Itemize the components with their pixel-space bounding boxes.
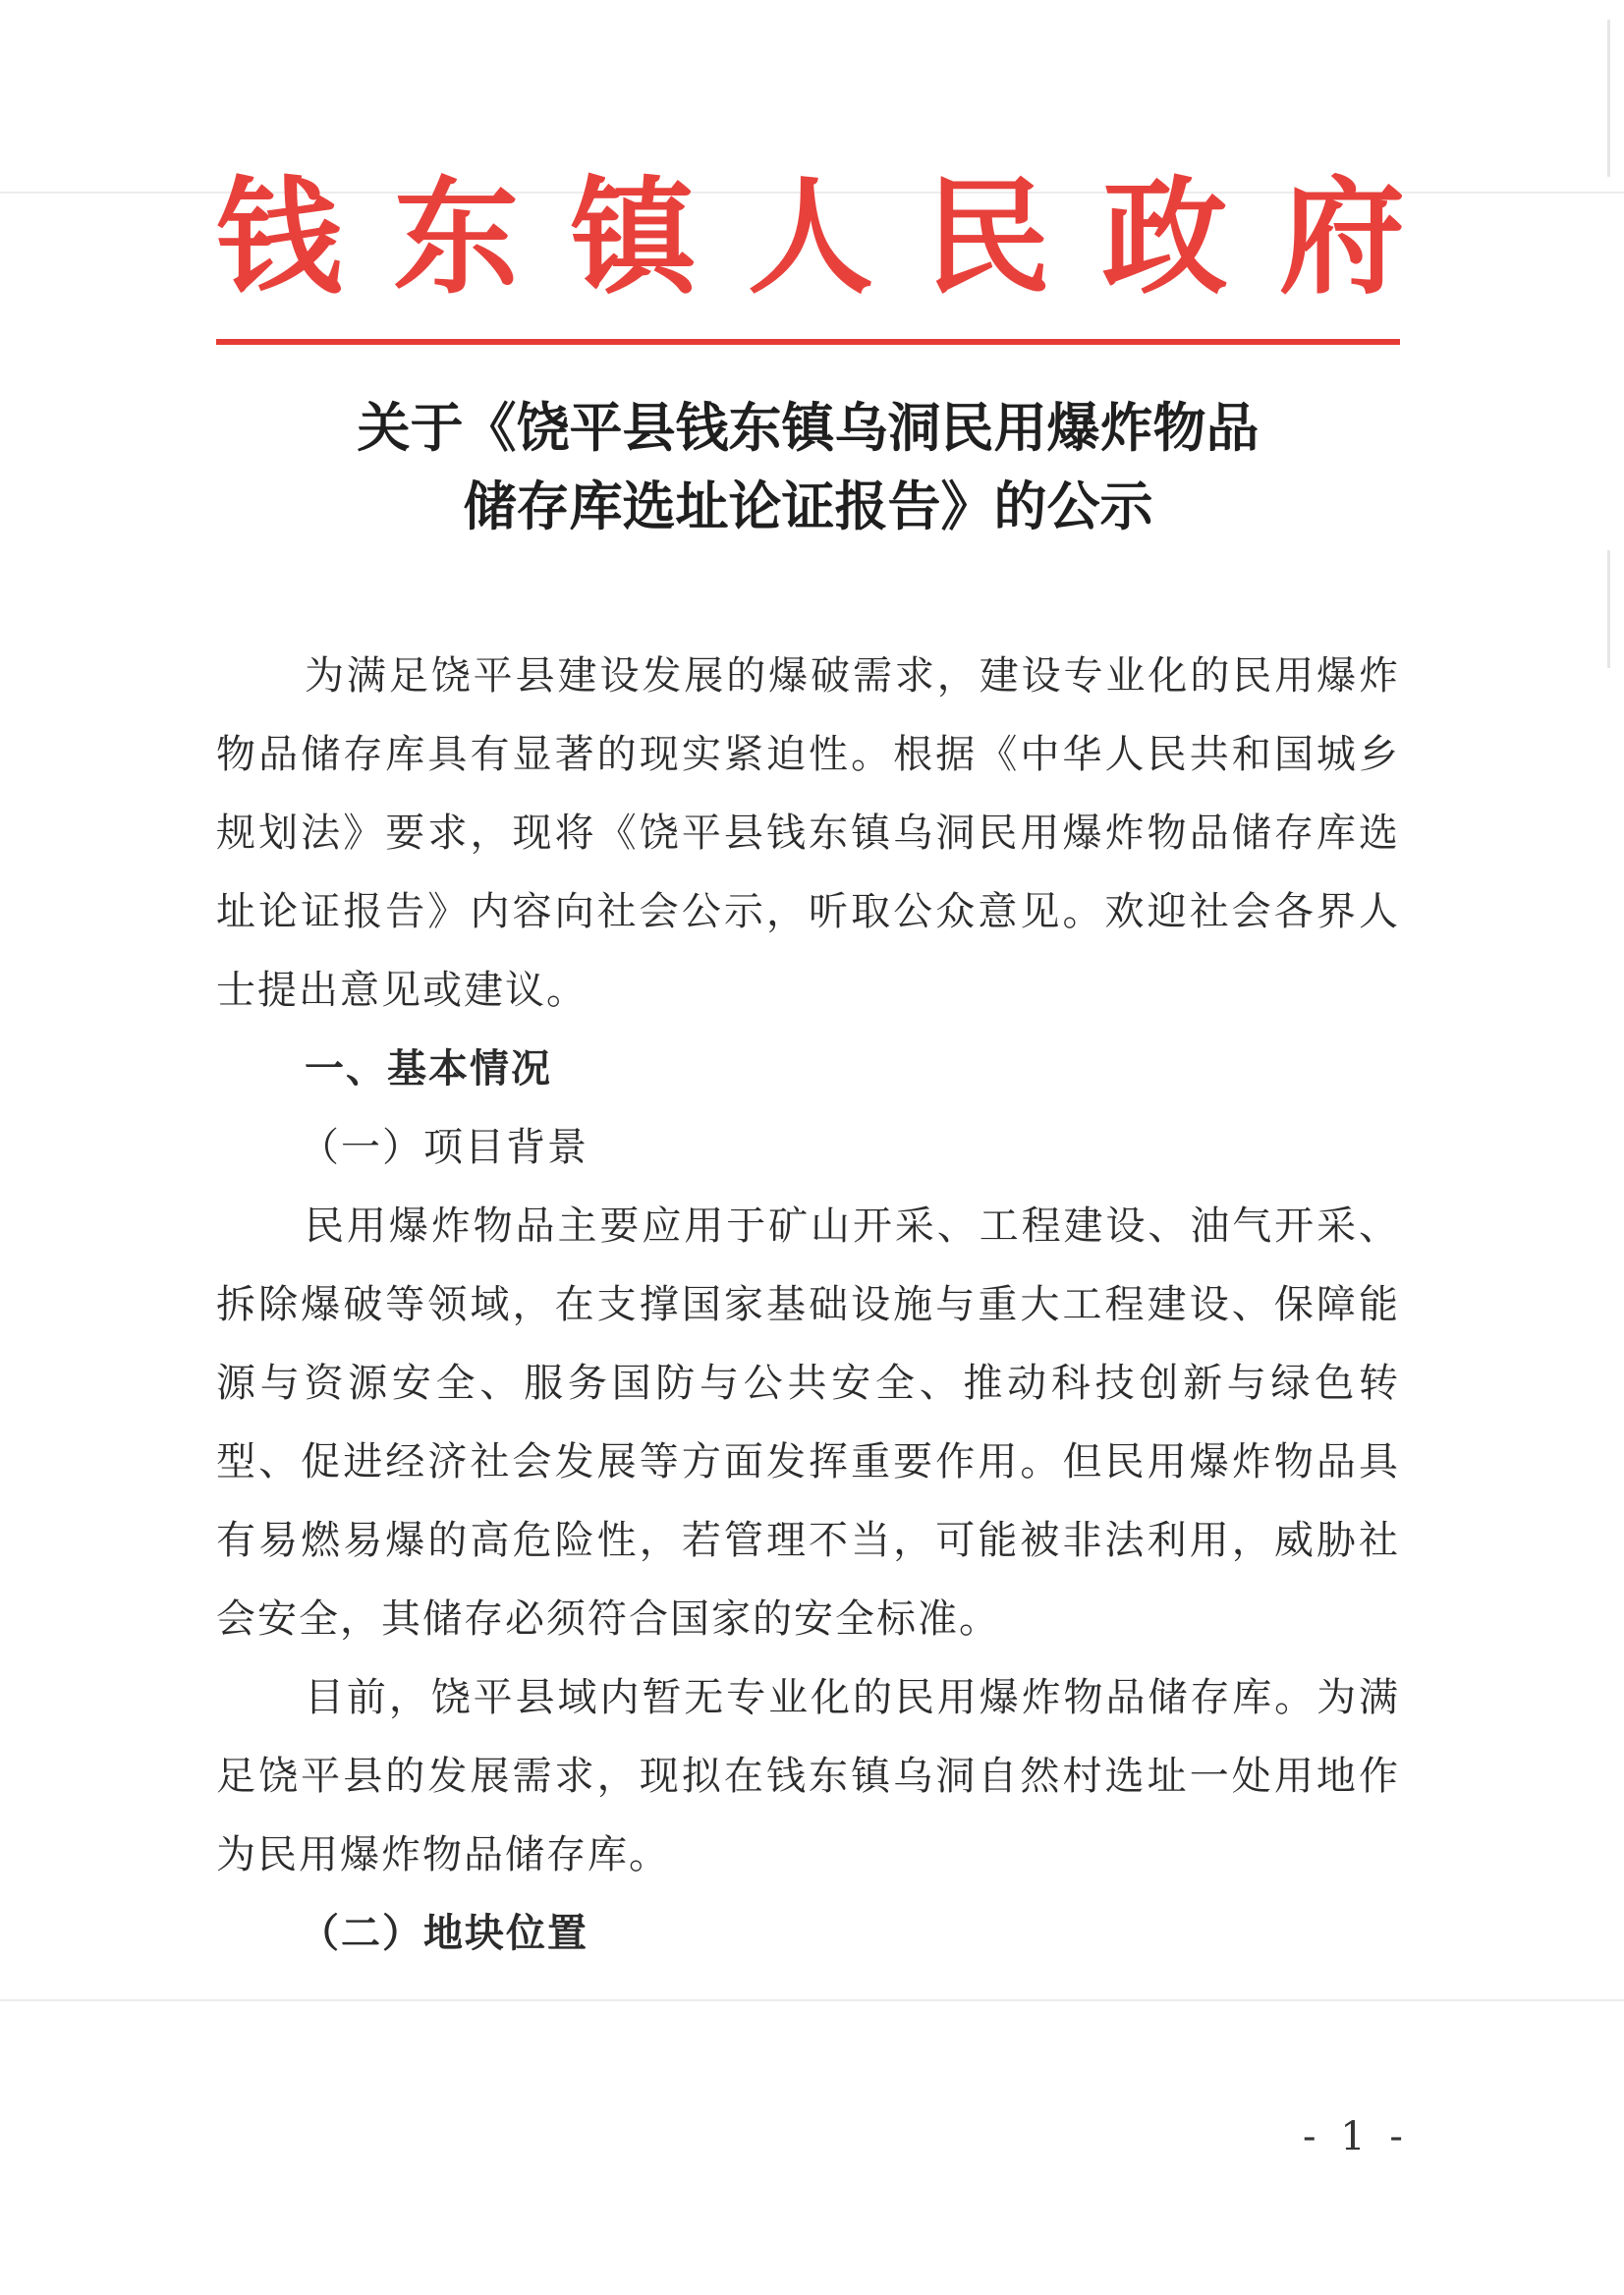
letterhead-title [216, 165, 1405, 312]
letterhead-char: 人 [747, 165, 873, 311]
letterhead-char: 镇 [570, 165, 697, 311]
document-title-line-2: 储存库选址论证报告》的公示 [463, 475, 1153, 537]
document-title [216, 388, 1400, 545]
letterhead-char: 钱 [216, 165, 343, 311]
intro-paragraph: 为满足饶平县建设发展的爆破需求，建设专业化的民用爆炸物品储存库具有显著的现实紧迫性。根据《中华人民共和国城乡规划法》要求，现将《饶平县钱东镇乌洞民用爆炸物品储存库选址论证报告》内容向社会公示，听取公众意见。欢迎社会各界人士提出意见或建议。 [216, 653, 1400, 1013]
subsection-heading-location: （二）地块位置 [300, 1910, 588, 1956]
letterhead-char: 政 [1101, 165, 1228, 311]
scan-edge-mark [1607, 20, 1610, 177]
scan-edge-mark [1607, 550, 1610, 668]
subsection-heading-background: （一）项目背景 [300, 1125, 588, 1170]
letterhead-char: 府 [1278, 165, 1405, 311]
letterhead-char: 东 [393, 165, 520, 311]
letterhead-red-rule [216, 339, 1400, 345]
letterhead-char: 民 [924, 165, 1051, 311]
document-title-line-1: 关于《饶平县钱东镇乌洞民用爆炸物品 [357, 396, 1260, 459]
document-body [216, 637, 1400, 1973]
background-paragraph-1: 民用爆炸物品主要应用于矿山开采、工程建设、油气开采、拆除爆破等领域，在支撑国家基础设施与重大工程建设、保障能源与资源安全、服务国防与公共安全、推动科技创新与绿色转型、促进经济社会发展等方面发挥重要作用。但民用爆炸物品具有易燃易爆的高危险性，若管理不当，可能被非法利用，威胁社会安全，其储存必须符合国家的安全标准。 [216, 1203, 1400, 1642]
section-heading-basic-info: 一、基本情况 [305, 1046, 552, 1092]
scan-artifact-line [0, 1999, 1624, 2001]
background-paragraph-2: 目前，饶平县域内暂无专业化的民用爆炸物品储存库。为满足饶平县的发展需求，现拟在钱东镇乌洞自然村选址一处用地作为民用爆炸物品储存库。 [216, 1675, 1400, 1877]
page-number: - 1 - [1303, 2114, 1409, 2159]
